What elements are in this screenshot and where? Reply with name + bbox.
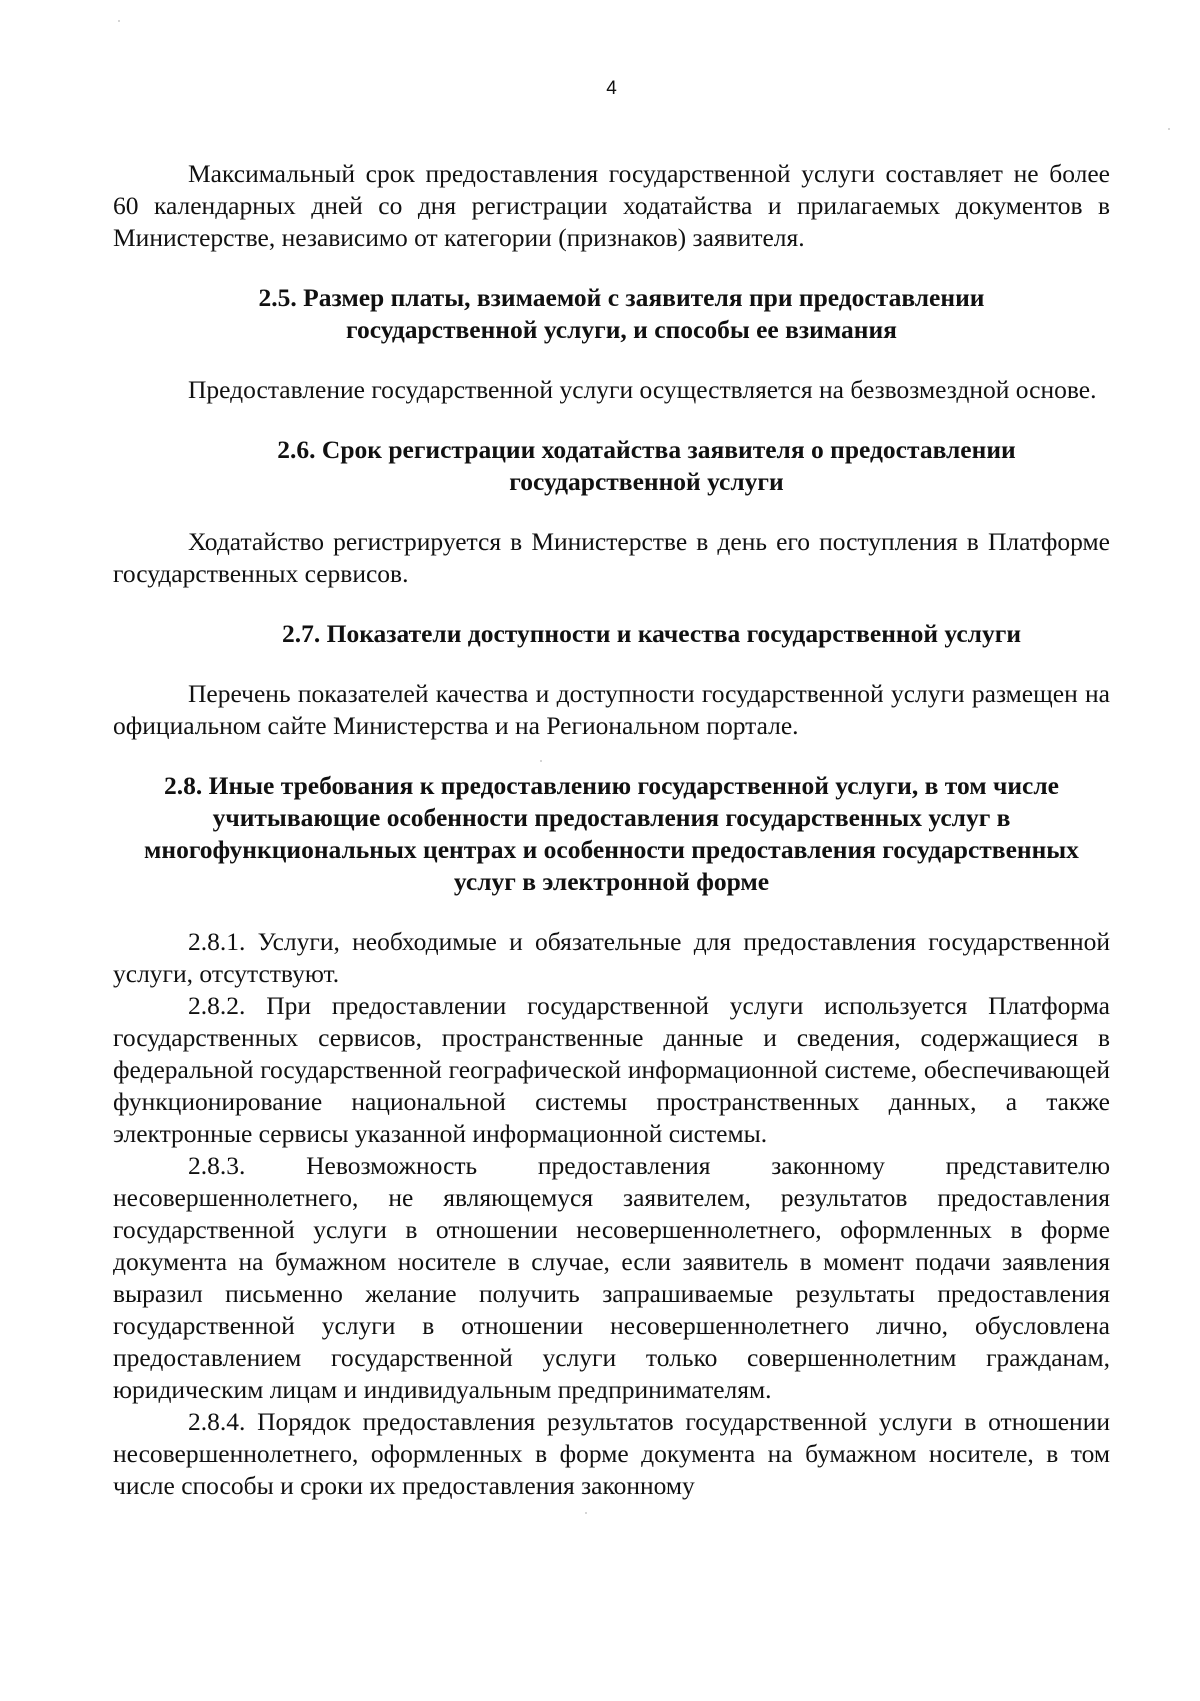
- heading-2-7: 2.7. Показатели доступности и качества государственной услуги: [281, 619, 1022, 648]
- document-page: [113, 78, 1110, 1502]
- scan-speck: [540, 760, 542, 762]
- paragraph-2-7: Перечень показателей качества и доступности государственной услуги размещен на официальном сайте Министерства и на Региональном портале.: [113, 679, 1110, 740]
- paragraph-2-8-1: 2.8.1. Услуги, необходимые и обязательные для предоставления государственной услуги, отсутствуют.: [113, 927, 1110, 988]
- intro-paragraph: Максимальный срок предоставления государственной услуги составляет не более 60 календарных дней со дня регистрации ходатайства и прилагаемых документов в Министерстве, независимо от категории (признаков) заявителя.: [113, 159, 1110, 252]
- heading-2-8: 2.8. Иные требования к предоставлению государственной услуги, в том числе учитывающие особенности предоставления государственных услуг в многофункциональных центрах и особенности предоставления государственных услуг в электронной форме: [144, 771, 1079, 896]
- paragraph-2-6: Ходатайство регистрируется в Министерстве в день его поступления в Платформе государственных сервисов.: [113, 527, 1110, 588]
- heading-2-5: 2.5. Размер платы, взимаемой с заявителя при предоставлении государственной услуги, и способы ее взимания: [258, 283, 985, 344]
- scan-speck: [118, 20, 120, 22]
- paragraph-2-8-2: 2.8.2. При предоставлении государственной услуги используется Платформа государственных сервисов, пространственные данные и сведения, содержащиеся в федеральной государственной географической информационной системе, обеспечивающей функционирование национальной системы пространственных данных, а также электронные сервисы указанной информационной системы.: [113, 991, 1110, 1148]
- page-number: 4: [606, 78, 617, 99]
- scan-speck: [585, 1512, 587, 1514]
- paragraph-2-8-3: 2.8.3. Невозможность предоставления законному представителю несовершеннолетнего, не являющемуся заявителем, результатов предоставления государственной услуги в отношении несовершеннолетнего, оформленных в форме документа на бумажном носителе в случае, если заявитель в момент подачи заявления выразил письменно желание получить запрашиваемые результаты предоставления государственной услуги в отношении несовершеннолетнего лично, обусловлена предоставлением государственной услуги только совершеннолетним гражданам, юридическим лицам и индивидуальным предпринимателям.: [113, 1151, 1110, 1404]
- paragraph-2-8-4: 2.8.4. Порядок предоставления результатов государственной услуги в отношении несовершеннолетнего, оформленных в форме документа на бумажном носителе, в том числе способы и сроки их предоставления законному: [113, 1407, 1110, 1500]
- heading-2-6: 2.6. Срок регистрации ходатайства заявителя о предоставлении государственной услуги: [277, 435, 1016, 496]
- scan-speck: [1168, 128, 1170, 130]
- paragraph-2-5: Предоставление государственной услуги осуществляется на безвозмездной основе.: [188, 375, 1097, 404]
